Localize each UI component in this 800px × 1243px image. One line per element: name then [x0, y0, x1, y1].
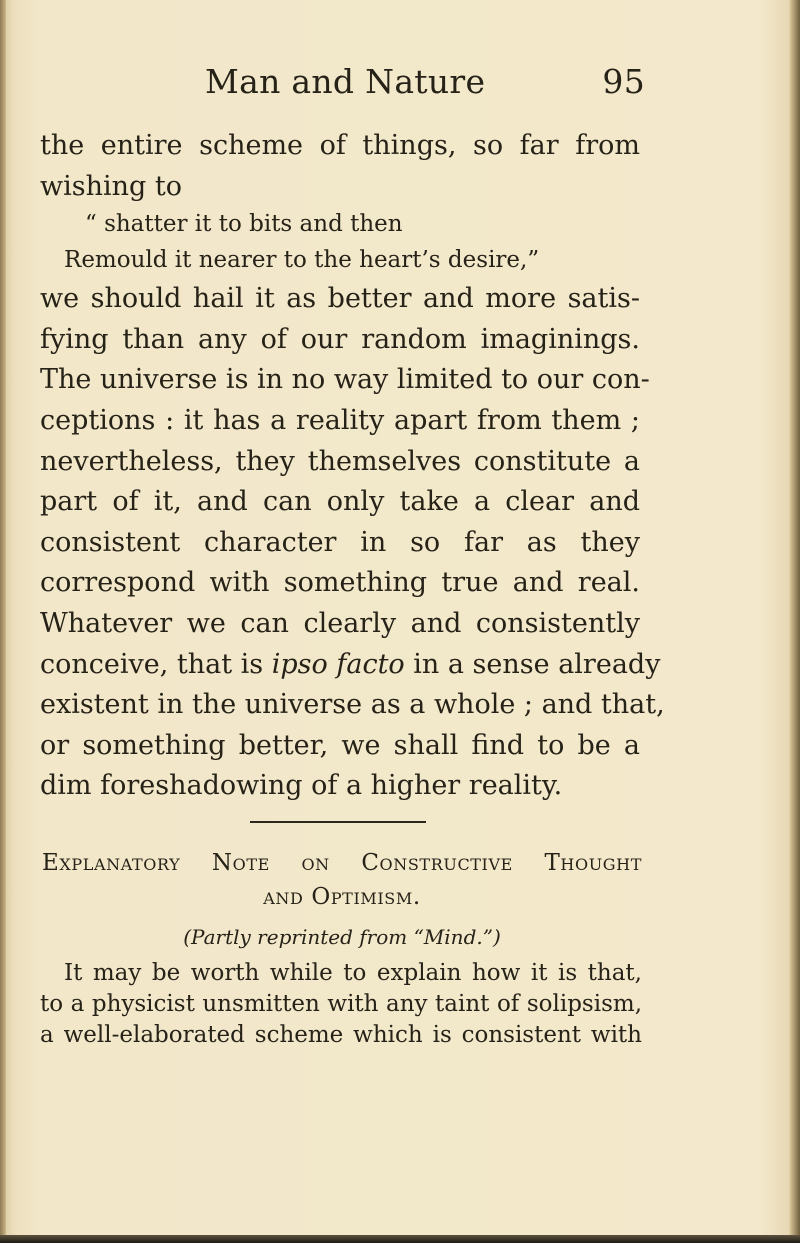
text-line: a well-elaborated scheme which is consistent with: [40, 1022, 642, 1048]
text-line: The universe is in no way limited to our con-: [40, 364, 650, 396]
section-divider: [250, 821, 426, 823]
text-line: [40, 645, 661, 686]
text-line: to a physicist unsmitten with any taint of solipsism,: [40, 991, 642, 1017]
text-run: in a sense already: [404, 648, 661, 680]
text-line: wishing to: [40, 170, 182, 202]
note-subheading: (Partly reprinted from “Mind.”): [183, 925, 501, 949]
running-title: Man and Nature: [205, 62, 486, 101]
page-binding-edge: [0, 0, 6, 1243]
text-line: or something better, we shall find to be a: [40, 729, 640, 761]
text-line: we should hail it as better and more satis-: [40, 283, 640, 315]
note-heading-line: Explanatory Note on Constructive Thought: [42, 850, 642, 876]
text-line: fying than any of our random imaginings.: [40, 323, 640, 355]
text-line: existent in the universe as a whole ; and that,: [40, 689, 665, 721]
page-bottom-edge: [0, 1235, 800, 1243]
quote-line: “ shatter it to bits and then: [85, 211, 403, 238]
page-outer-edge: [790, 0, 800, 1243]
italic-phrase: ipso facto: [271, 648, 405, 680]
text-line: part of it, and can only take a clear and: [40, 486, 640, 518]
main-paragraph: [40, 126, 665, 807]
note-paragraph: [40, 958, 642, 1051]
note-heading: [42, 846, 642, 914]
page-number: 95: [602, 62, 645, 101]
quote-line: Remould it nearer to the heart’s desire,”: [64, 247, 540, 274]
note-heading-line: and Optimism.: [263, 884, 421, 910]
text-line: dim foreshadowing of a higher reality.: [40, 770, 563, 802]
text-line: It may be worth while to explain how it is that,: [64, 960, 642, 986]
text-line: nevertheless, they themselves constitute a: [40, 445, 640, 477]
text-line: ceptions : it has a reality apart from them ;: [40, 404, 640, 436]
text-line: correspond with something true and real.: [40, 567, 640, 599]
text-run: conceive, that is: [40, 648, 272, 680]
text-line: consistent character in so far as they: [40, 526, 640, 558]
text-line: the entire scheme of things, so far from: [40, 130, 640, 161]
text-line: Whatever we can clearly and consistently: [40, 607, 640, 639]
